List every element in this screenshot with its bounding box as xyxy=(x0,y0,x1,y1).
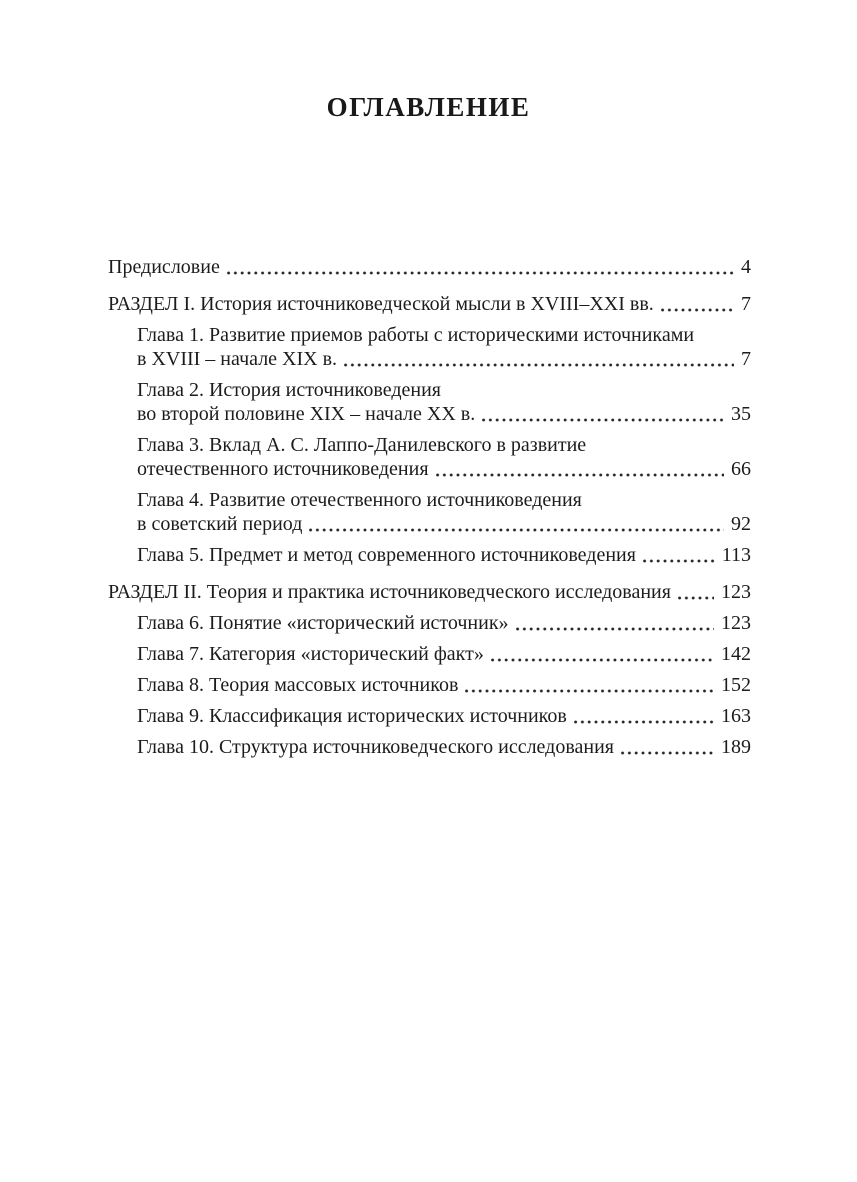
toc-entry xyxy=(108,673,751,697)
toc-dot-leader xyxy=(491,658,714,662)
toc-dot-leader xyxy=(436,473,724,477)
toc-entry-text: Предисловие xyxy=(108,256,220,278)
toc-entry-line xyxy=(137,611,751,635)
toc-entry-text: Глава 5. Предмет и метод современного источниковедения xyxy=(137,544,636,566)
toc-entry-line xyxy=(137,673,751,697)
toc-page-number: 7 xyxy=(741,293,751,315)
toc-entry xyxy=(108,433,751,481)
toc-entry xyxy=(108,378,751,426)
toc-entry-line xyxy=(137,347,751,371)
toc-entry-line xyxy=(137,735,751,759)
toc-entry xyxy=(108,642,751,666)
toc-entry-line xyxy=(108,255,751,279)
toc-entry-line xyxy=(137,512,751,536)
toc-page-number: 66 xyxy=(731,458,751,480)
toc-entry-line xyxy=(108,580,751,604)
toc-entry-line: Глава 3. Вклад А. С. Лаппо-Данилевского в развитие xyxy=(137,434,587,456)
toc-entry-text: РАЗДЕЛ II. Теория и практика источниковедческого исследования xyxy=(108,581,671,603)
toc-dot-leader xyxy=(661,308,734,312)
toc-page-number: 92 xyxy=(731,513,751,535)
toc-page-number: 163 xyxy=(721,705,751,727)
toc-entry-text: Глава 8. Теория массовых источников xyxy=(137,674,459,696)
toc-page-number: 152 xyxy=(721,674,751,696)
toc-page-number: 113 xyxy=(721,544,751,566)
toc-dot-leader xyxy=(621,751,714,755)
toc-entry xyxy=(108,255,751,279)
toc-entry-text: Глава 10. Структура источниковедческого исследования xyxy=(137,736,615,758)
toc-entry-line xyxy=(137,457,751,481)
toc-entry-text: Глава 9. Классификация исторических источников xyxy=(137,705,567,727)
toc-dot-leader xyxy=(678,596,714,600)
toc-entry xyxy=(108,323,751,371)
toc-entry-line xyxy=(137,402,751,426)
toc-entry xyxy=(108,611,751,635)
toc-entry-text: Глава 7. Категория «исторический факт» xyxy=(137,643,484,665)
toc-dot-leader xyxy=(344,363,734,367)
toc-entry xyxy=(108,704,751,728)
toc-page-number: 142 xyxy=(721,643,751,665)
toc-dot-leader xyxy=(482,418,724,422)
toc-dot-leader xyxy=(227,271,734,275)
toc-dot-leader xyxy=(309,528,724,532)
toc-dot-leader xyxy=(516,627,714,631)
toc-dot-leader xyxy=(574,720,714,724)
toc-page-number: 35 xyxy=(731,403,751,425)
toc-entry xyxy=(108,735,751,759)
toc-entry-line: Глава 4. Развитие отечественного источниковедения xyxy=(137,489,582,511)
toc-entry-text: в советский период xyxy=(137,513,303,535)
table-of-contents xyxy=(108,255,751,759)
toc-entry-line: Глава 2. История источниковедения xyxy=(137,379,441,401)
toc-entry-line xyxy=(108,292,751,316)
toc-entry-text: в XVIII – начале XIX в. xyxy=(137,348,338,370)
toc-entry-line xyxy=(137,642,751,666)
toc-entry-line xyxy=(137,704,751,728)
page-title: ОГЛАВЛЕНИЕ xyxy=(326,92,531,122)
toc-page-number: 123 xyxy=(721,581,751,603)
toc-entry-text: Глава 6. Понятие «исторический источник» xyxy=(137,612,509,634)
toc-entry-line: Глава 1. Развитие приемов работы с историческими источниками xyxy=(137,324,695,346)
toc-entry xyxy=(108,580,751,604)
toc-page-number: 189 xyxy=(721,736,751,758)
toc-entry xyxy=(108,292,751,316)
toc-dot-leader xyxy=(643,559,715,563)
toc-entry-text: отечественного источниковедения xyxy=(137,458,429,480)
toc-entry-line xyxy=(137,543,751,567)
toc-page-number: 7 xyxy=(741,348,751,370)
toc-dot-leader xyxy=(465,689,714,693)
toc-entry-text: во второй половине XIX – начале XX в. xyxy=(137,403,476,425)
toc-entry xyxy=(108,488,751,536)
toc-entry xyxy=(108,543,751,567)
toc-entry-text: РАЗДЕЛ I. История источниковедческой мысли в XVIII–XXI вв. xyxy=(108,293,654,315)
toc-page-number: 4 xyxy=(741,256,751,278)
toc-page-number: 123 xyxy=(721,612,751,634)
